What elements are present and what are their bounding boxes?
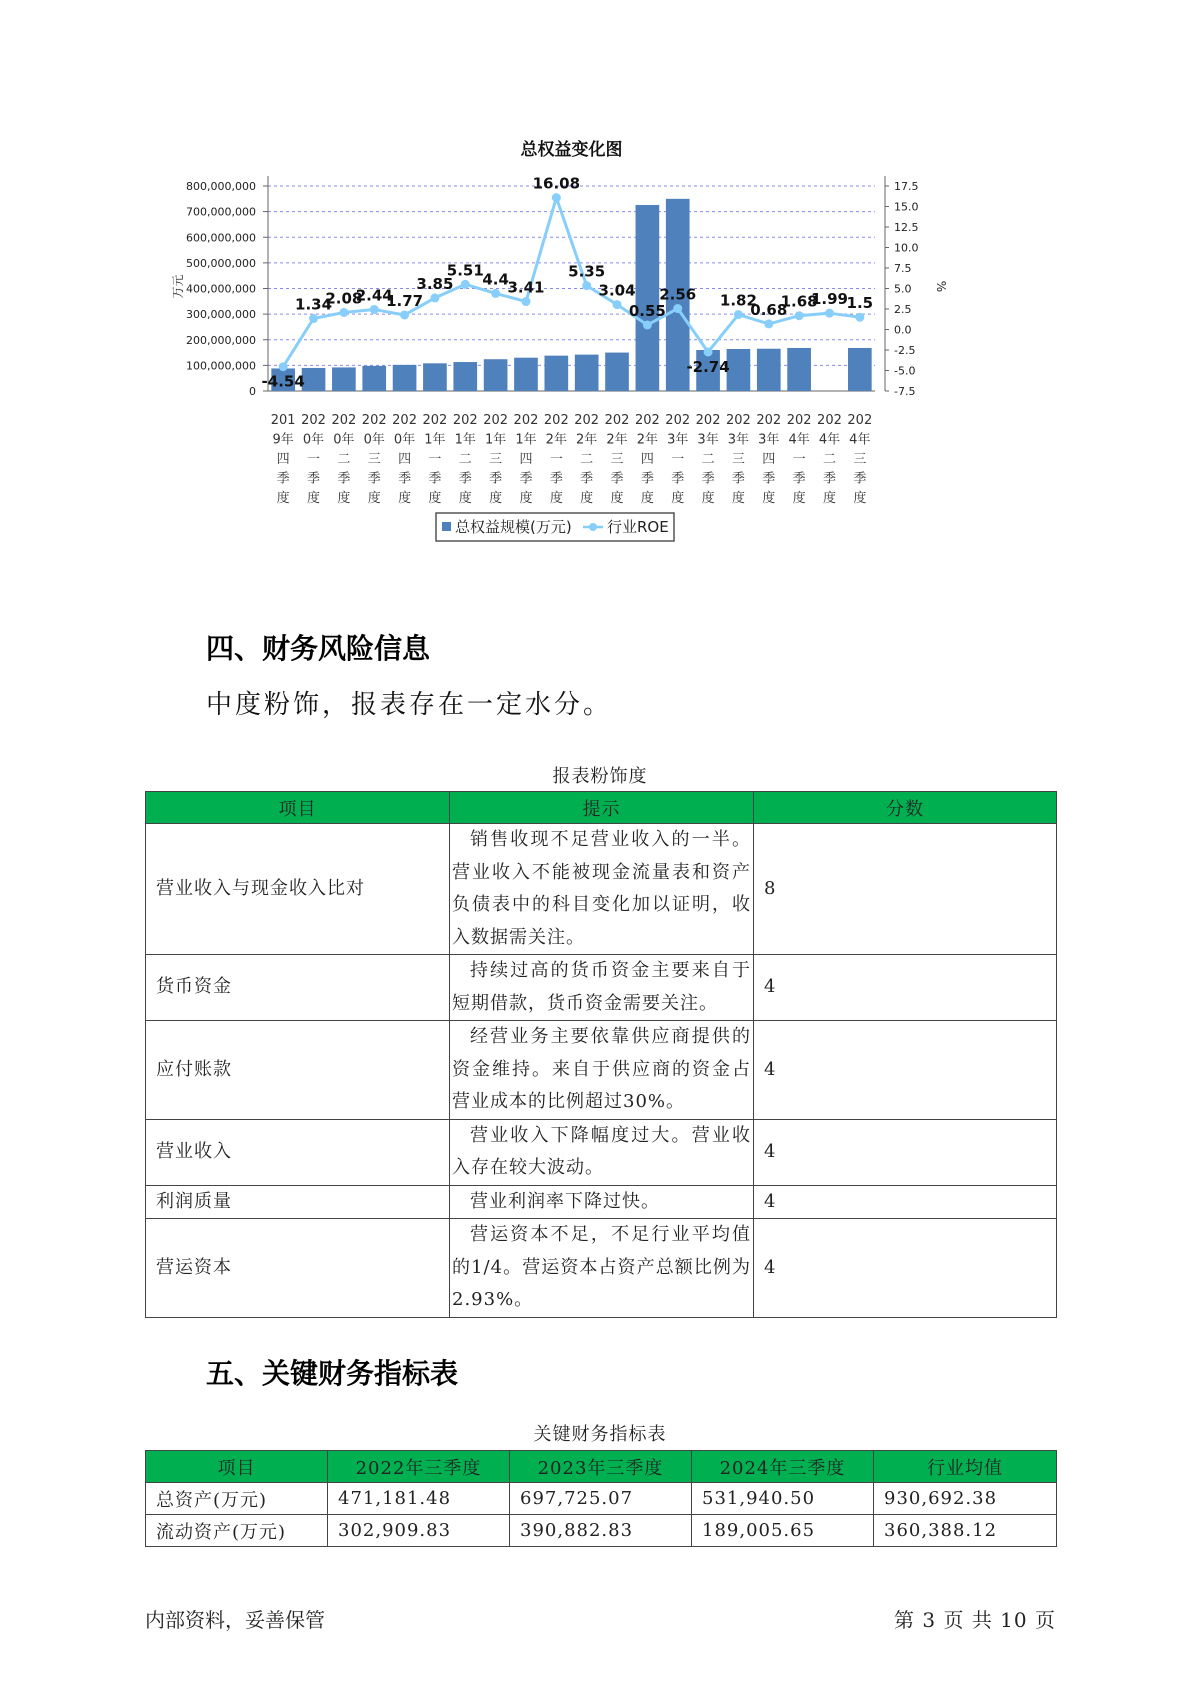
bar-equity [393,365,417,391]
x-tick-label: 度 [701,491,715,506]
risk-item-cell: 营运资本 [146,1219,450,1318]
bar-equity [514,358,538,391]
roe-data-label: 0.55 [628,301,666,320]
section-heading-financial-risk: 四、财务风险信息 [206,632,431,665]
y-left-tick-label: 200,000,000 [186,333,256,347]
roe-data-label: 1.99 [810,290,848,309]
y-right-tick-label: 2.5 [894,303,912,316]
risk-item-cell: 应付账款 [146,1021,450,1120]
x-tick-label: 季 [580,471,594,487]
kpi-value-cell: 697,725.07 [510,1483,692,1515]
bar-equity [332,367,356,391]
risk-hint-cell: 持续过高的货币资金主要来自于短期借款，货币资金需要关注。 [450,955,754,1021]
x-tick-label: 四 [276,452,290,467]
kpi-value-cell: 302,909.83 [328,1515,510,1547]
footer-page-number: 第 3 页 共 10 页 [894,1608,1056,1632]
risk-hint-cell: 经营业务主要依靠供应商提供的资金维持。来自于供应商的资金占营业成本的比例超过30%。 [450,1021,754,1120]
x-tick-label: 202 [543,413,569,428]
kpi-value-cell: 360,388.12 [874,1515,1057,1547]
x-tick-label: 202 [422,413,448,428]
kpi-value-cell: 531,940.50 [692,1483,874,1515]
x-tick-label: 二 [822,452,836,467]
risk-item-cell: 利润质量 [146,1185,450,1219]
roe-data-label: 5.35 [568,262,606,281]
bar-equity [453,362,477,391]
x-tick-label: 202 [817,413,842,428]
x-tick-label: 3年 [727,432,750,448]
risk-score-cell: 8 [754,824,1057,955]
risk-item-cell: 货币资金 [146,955,450,1021]
roe-data-label: -2.74 [686,357,730,376]
x-tick-label: 3年 [667,432,689,448]
risk-hint-cell: 营运资本不足，不足行业平均值的1/4。营运资本占资产总额比例为2.93%。 [450,1219,754,1318]
table-row [146,1185,1057,1219]
x-tick-label: 3年 [697,432,719,448]
x-tick-label: 一 [307,452,321,467]
bar-equity [727,349,751,391]
x-tick-label: 四 [519,452,533,467]
x-tick-label: 4年 [818,432,841,448]
x-tick-label: 202 [847,413,873,428]
column-header: 分数 [754,792,1057,824]
bar-equity [484,359,508,391]
x-tick-label: 季 [610,471,624,487]
column-header: 2023年三季度 [510,1451,692,1483]
x-tick-label: 度 [822,491,836,506]
x-tick-label: 0年 [393,432,416,448]
x-tick-label: 季 [549,471,563,487]
roe-data-label: 1.82 [719,291,757,310]
x-tick-label: 二 [701,452,715,467]
bar-equity [636,205,660,391]
table-row [146,824,1057,955]
x-tick-label: 二 [337,452,351,467]
x-tick-label: 度 [610,491,624,506]
equity-chart [150,140,980,595]
roe-point [279,362,288,371]
table-row [146,1119,1057,1185]
x-tick-label: 202 [574,413,600,428]
x-tick-label: 度 [580,491,594,506]
legend-swatch-bar [442,522,451,531]
risk-table-caption: 报表粉饰度 [552,766,648,787]
column-header: 项目 [146,792,450,824]
y-left-tick-label: 300,000,000 [186,308,256,322]
x-tick-label: 度 [640,491,654,506]
x-tick-label: 9年 [272,432,294,448]
x-tick-label: 1年 [454,432,476,448]
roe-data-label: 3.04 [598,281,636,300]
roe-point [673,304,682,313]
risk-table [145,791,1057,1318]
x-tick-label: 季 [519,471,533,487]
x-tick-label: 三 [853,452,867,467]
roe-point [521,297,530,306]
legend-label-equity: 总权益规模(万元) [455,518,572,536]
roe-point [643,320,652,329]
x-tick-label: 202 [665,413,691,428]
x-tick-label: 度 [337,491,351,506]
roe-data-label: 4.4 [482,270,509,289]
kpi-item-cell: 流动资产(万元) [146,1515,328,1547]
x-tick-label: 度 [276,491,290,506]
x-tick-label: 1年 [424,432,446,448]
x-tick-label: 2年 [636,432,659,448]
roe-point [764,319,773,328]
risk-hint-cell: 营业利润率下降过快。 [450,1185,754,1219]
x-tick-label: 202 [483,413,509,428]
bar-equity [423,363,447,391]
roe-point [461,280,470,289]
x-tick-label: 度 [398,491,412,506]
x-tick-label: 202 [756,413,782,428]
y-right-tick-label: 5.0 [894,282,912,296]
footer-confidential-note: 内部资料，妥善保管 [145,1608,325,1632]
y-right-tick-label: 12.5 [894,221,919,234]
y-left-tick-label: 500,000,000 [186,256,256,270]
x-tick-label: 季 [853,471,867,487]
column-header: 2024年三季度 [692,1451,874,1483]
roe-line [283,198,860,367]
roe-data-label: -4.54 [261,372,305,391]
x-tick-label: 一 [549,452,563,467]
x-tick-label: 度 [731,491,745,506]
x-tick-label: 202 [452,413,478,428]
x-tick-label: 202 [604,413,630,428]
y-left-tick-label: 700,000,000 [186,205,256,219]
x-tick-label: 二 [458,452,472,467]
y-right-tick-label: 15.0 [894,200,919,214]
y-left-tick-label: 800,000,000 [186,180,256,193]
roe-data-label: 3.85 [416,274,454,293]
risk-score-cell: 4 [754,1185,1057,1219]
roe-point [582,281,591,290]
roe-point [309,314,318,323]
kpi-value-cell: 930,692.38 [874,1483,1057,1515]
kpi-table [145,1450,1057,1547]
risk-score-cell: 4 [754,1219,1057,1318]
x-tick-label: 季 [792,471,806,487]
kpi-item-cell: 总资产(万元) [146,1483,328,1515]
y-right-tick-label: 10.0 [894,241,919,255]
y-right-tick-label: -7.5 [894,385,916,398]
y-left-tick-label: 0 [249,385,256,398]
risk-score-cell: 4 [754,955,1057,1021]
roe-data-label: 0.68 [750,300,788,319]
roe-point [400,310,409,319]
bar-equity [544,356,568,391]
risk-hint-cell: 营业收入下降幅度过大。营业收入存在较大波动。 [450,1119,754,1185]
risk-score-cell: 4 [754,1119,1057,1185]
y-right-tick-label: -5.0 [894,364,916,378]
x-tick-label: 202 [331,413,357,428]
roe-data-label: 1.5 [846,294,874,313]
roe-point [339,308,348,317]
roe-data-label: 1.68 [780,292,818,311]
legend-swatch-point [589,523,597,531]
equity-chart-svg [150,140,980,595]
x-tick-label: 季 [701,471,715,487]
bar-equity [848,348,872,391]
x-tick-label: 季 [428,471,442,487]
roe-data-label: 2.44 [355,286,393,305]
roe-point [370,305,379,314]
y-left-tick-label: 400,000,000 [186,282,256,296]
x-tick-label: 三 [489,452,503,467]
x-tick-label: 0年 [333,432,355,448]
x-tick-label: 度 [549,491,563,506]
section-heading-key-indicators: 五、关键财务指标表 [206,1357,459,1390]
column-header: 行业均值 [874,1451,1057,1483]
risk-summary-text: 中度粉饰，报表存在一定水分。 [206,690,613,720]
x-tick-label: 四 [640,452,654,467]
x-tick-label: 202 [634,413,660,428]
roe-point [795,311,804,320]
x-tick-label: 季 [458,471,472,487]
y-right-tick-label: 7.5 [894,262,912,275]
x-tick-label: 度 [458,491,472,506]
x-tick-label: 1年 [515,432,537,448]
x-tick-label: 季 [731,471,745,487]
x-tick-label: 度 [307,491,321,506]
bar-equity [302,368,326,391]
roe-data-label: 2.08 [325,289,363,308]
x-tick-label: 四 [398,452,412,467]
y-left-tick-label: 600,000,000 [186,231,256,245]
x-tick-label: 202 [513,413,539,428]
x-tick-label: 4年 [788,432,810,448]
x-tick-label: 一 [792,452,806,467]
x-tick-label: 度 [792,491,806,506]
x-tick-label: 度 [853,491,867,506]
x-tick-label: 季 [489,471,503,487]
roe-data-label: 1.77 [386,291,424,310]
x-tick-label: 季 [367,471,381,487]
x-tick-label: 0年 [302,432,325,448]
kpi-table-caption: 关键财务指标表 [533,1424,667,1445]
x-tick-label: 202 [361,413,387,428]
table-row [146,955,1057,1021]
risk-table-header-row [146,792,1057,824]
roe-point [491,289,500,298]
y-right-tick-label: -2.5 [894,344,916,357]
x-tick-label: 202 [726,413,751,428]
chart-title: 总权益变化图 [520,140,623,160]
x-tick-label: 度 [671,491,685,506]
x-tick-label: 季 [671,471,685,487]
roe-data-label: 16.08 [532,174,581,193]
x-tick-label: 三 [367,452,381,467]
bar-equity [605,353,629,391]
y-right-axis-title: % [934,280,948,293]
x-tick-label: 0年 [363,432,385,448]
x-tick-label: 三 [731,452,745,467]
roe-point [855,313,864,322]
kpi-value-cell: 390,882.83 [510,1515,692,1547]
roe-point [704,347,713,356]
risk-hint-cell: 销售收现不足营业收入的一半。营业收入不能被现金流量表和资产负债表中的科目变化加以证明，收入数据需关注。 [450,824,754,955]
y-right-tick-label: 0.0 [894,323,912,337]
y-left-tick-label: 100,000,000 [186,359,256,373]
x-tick-label: 三 [610,452,624,467]
x-tick-label: 季 [822,471,836,487]
x-tick-label: 季 [337,471,351,487]
x-tick-label: 度 [762,491,776,506]
column-header: 提示 [450,792,754,824]
x-tick-label: 度 [519,491,533,506]
x-tick-label: 度 [489,491,503,506]
roe-point [734,310,743,319]
x-tick-label: 季 [640,471,654,487]
kpi-value-cell: 471,181.48 [328,1483,510,1515]
x-tick-label: 202 [786,413,812,428]
x-tick-label: 季 [276,471,290,487]
x-tick-label: 季 [307,471,321,487]
x-tick-label: 2年 [576,432,598,448]
kpi-table-header-row [146,1451,1057,1483]
risk-item-cell: 营业收入与现金收入比对 [146,824,450,955]
column-header: 2022年三季度 [328,1451,510,1483]
x-tick-label: 度 [367,491,381,506]
risk-score-cell: 4 [754,1021,1057,1120]
x-tick-label: 一 [428,452,442,467]
bar-equity [575,355,599,391]
x-tick-label: 季 [762,471,776,487]
table-row [146,1515,1057,1547]
roe-point [825,309,834,318]
x-tick-label: 二 [580,452,594,467]
roe-point [613,300,622,309]
x-tick-label: 1年 [484,432,507,448]
roe-point [552,193,561,202]
risk-item-cell: 营业收入 [146,1119,450,1185]
column-header: 项目 [146,1451,328,1483]
x-tick-label: 季 [398,471,412,487]
roe-data-label: 3.41 [507,278,545,297]
roe-data-label: 1.34 [295,295,333,314]
table-row [146,1483,1057,1515]
x-tick-label: 202 [301,413,326,428]
x-tick-label: 一 [671,452,685,467]
x-tick-label: 2年 [545,432,567,448]
legend-label-roe: 行业ROE [607,518,669,536]
x-tick-label: 度 [428,491,442,506]
x-tick-label: 2年 [606,432,628,448]
roe-data-label: 5.51 [446,261,484,280]
x-tick-label: 4年 [849,432,871,448]
table-row [146,1219,1057,1318]
kpi-value-cell: 189,005.65 [692,1515,874,1547]
roe-point [430,293,439,302]
bar-equity [362,366,386,391]
x-tick-label: 3年 [758,432,780,448]
x-tick-label: 四 [762,452,776,467]
x-tick-label: 202 [695,413,721,428]
bar-equity [787,348,811,391]
roe-data-label: 2.56 [659,285,697,304]
table-row [146,1021,1057,1120]
x-tick-label: 201 [270,413,296,428]
y-left-axis-title: 万元 [171,274,185,299]
x-tick-label: 202 [392,413,417,428]
y-right-tick-label: 17.5 [894,180,919,193]
bar-equity [757,349,781,391]
